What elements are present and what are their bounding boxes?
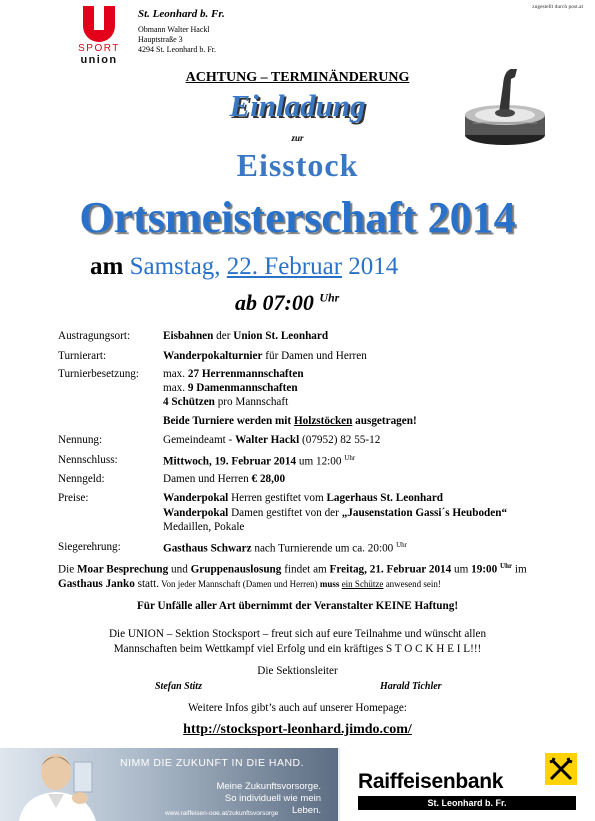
- moar-small-1: Von jeder Mannschaft (Damen und Herren): [159, 578, 320, 589]
- value-nennung: [163, 434, 380, 446]
- moar-text-1: Die: [58, 563, 77, 576]
- value-besetzung-2: [163, 382, 298, 394]
- banner-left-panel: [0, 748, 338, 821]
- logo-union-text: union: [80, 54, 118, 66]
- nennschluss-uhr: Uhr: [344, 454, 356, 462]
- union-wishes-line-1: Die UNION – Sektion Stocksport – freut sich auf eure Teilnahme und wünscht allen: [108, 628, 487, 640]
- person-photo-icon: [4, 748, 114, 821]
- raiffeisenbank-branch: St. Leonhard b. Fr.: [358, 796, 576, 810]
- value-preise-1: [163, 492, 443, 504]
- value-turnierart: [163, 350, 367, 362]
- event-time: [235, 290, 339, 316]
- moar-text-3: findet am: [281, 563, 330, 576]
- preise-1-bold: Wanderpokal: [163, 492, 229, 504]
- moar-uhr: Uhr: [500, 562, 513, 570]
- austragungsort-text: der: [213, 330, 234, 342]
- event-date: [90, 253, 398, 281]
- address-line-2: Hauptstraße 3: [138, 35, 183, 44]
- label-nennschluss: Nennschluss:: [58, 454, 118, 466]
- besetzung-4-holzstoecke: Holzstöcken: [293, 415, 353, 427]
- value-preise-2: [163, 507, 507, 519]
- raiffeisen-giebelkreuz-icon: [545, 753, 577, 785]
- preise-2-text: Damen gestiftet von der: [228, 507, 342, 519]
- moar-small-bold: muss: [319, 578, 340, 589]
- nennschluss-date: Mittwoch, 19. Februar 2014: [163, 455, 297, 468]
- label-nenngeld: Nenngeld:: [58, 473, 105, 485]
- address-line-3: 4294 St. Leonhard b. Fr.: [138, 45, 216, 54]
- banner-slogan: NIMM DIE ZUKUNFT IN DIE HAND.: [120, 757, 305, 769]
- label-turnierbesetzung: Turnierbesetzung:: [58, 368, 139, 380]
- moar-small-2: anwesend sein!: [383, 578, 441, 589]
- besetzung-4-bold-c: ausgetragen!: [352, 415, 417, 427]
- turnierart-text: für Damen und Herren: [262, 350, 367, 362]
- value-besetzung-4: [163, 415, 417, 427]
- moar-text-2: und: [168, 563, 191, 576]
- label-turnierart: Turnierart:: [58, 350, 107, 362]
- homepage-info: Weitere Infos gibt’s auch auf unserer Homepage:: [187, 702, 408, 714]
- austragungsort-bold2: Union St. Leonhard: [233, 330, 329, 342]
- eisstock-title: Eisstock: [236, 147, 359, 183]
- besetzung-3-text: pro Mannschaft: [214, 396, 289, 408]
- achtung-heading: ACHTUNG – TERMINÄNDERUNG: [185, 70, 410, 85]
- value-nenngeld: [163, 473, 285, 485]
- besetzung-1-bold: 27 Herrenmannschaften: [187, 368, 304, 380]
- moar-time: 19:00: [471, 563, 501, 576]
- moar-besprechung-note: [58, 559, 548, 591]
- moar-small-underline: ein Schütze: [341, 578, 384, 589]
- homepage-link[interactable]: http://stocksport-leonhard.jimdo.com/: [183, 722, 412, 737]
- raiffeisenbank-logo-panel: [338, 748, 595, 821]
- nennung-text-a: Gemeindeamt -: [163, 434, 236, 446]
- eisstock-icon: [455, 63, 555, 153]
- moar-text-5: im: [512, 563, 527, 576]
- date-year: 2014: [348, 253, 399, 280]
- value-austragungsort: [163, 330, 328, 342]
- siegerehrung-uhr: Uhr: [396, 541, 407, 549]
- zur-text: zur: [291, 133, 304, 143]
- meisterschaft-title: Ortsmeisterschaft 2014: [79, 193, 516, 242]
- moar-text-6: statt.: [134, 577, 160, 590]
- besetzung-3-bold: 4 Schützen: [163, 396, 215, 408]
- moar-bold-2: Gruppenauslosung: [190, 563, 282, 576]
- union-u-icon: [66, 4, 132, 44]
- nennung-phone: (07952) 82 55-12: [299, 434, 381, 446]
- nennung-name: Walter Hackl: [235, 434, 300, 446]
- raiffeisenbank-name: Raiffeisenbank: [358, 770, 504, 793]
- label-austragungsort: Austragungsort:: [58, 330, 131, 342]
- value-nennschluss: [163, 454, 355, 468]
- siegerehrung-text: nach Turnierende um ca. 20:00: [251, 542, 397, 555]
- label-nennung: Nennung:: [58, 434, 103, 446]
- value-siegerehrung: [163, 541, 407, 555]
- value-besetzung-1: [163, 368, 304, 380]
- austragungsort-bold1: Eisbahnen: [163, 330, 214, 342]
- date-samstag: Samstag,: [129, 253, 221, 280]
- post-note: zugestellt durch post.at: [532, 4, 583, 10]
- signature-tichler: Harald Tichler: [380, 681, 442, 692]
- besetzung-2-text: max.: [163, 382, 188, 394]
- value-besetzung-3: [163, 396, 288, 408]
- haftung-notice: Für Unfälle aller Art übernimmt der Veranstalter KEINE Haftung!: [136, 600, 459, 612]
- signature-stitz: Stefan Stitz: [155, 681, 202, 692]
- logo-sport-text: SPORT: [78, 43, 120, 54]
- nennschluss-time: um 12:00: [296, 455, 345, 468]
- date-am: am: [90, 253, 124, 280]
- sektionsleiter-label: Die Sektionsleiter: [257, 665, 338, 677]
- besetzung-2-bold: 9 Damenmannschaften: [187, 382, 298, 394]
- label-siegerehrung: Siegerehrung:: [58, 541, 121, 553]
- preise-1-text: Herren gestiftet vom: [228, 492, 327, 504]
- sport-union-logo: [66, 4, 132, 66]
- union-wishes-line-2: Mannschaften beim Wettkampf viel Erfolg und ein kräftiges S T O C K H E I L!!!: [113, 643, 482, 655]
- raiffeisen-banner: [0, 748, 595, 821]
- siegerehrung-place: Gasthaus Schwarz: [163, 542, 252, 555]
- einladung-title: Einladung: [229, 88, 366, 123]
- time-ab: ab 07:00: [235, 290, 314, 315]
- label-preise: Preise:: [58, 492, 89, 504]
- date-day: 22. Februar: [226, 253, 343, 280]
- moar-bold-1: Moar Besprechung: [76, 563, 169, 576]
- nenngeld-amount: € 28,00: [251, 473, 286, 485]
- banner-web: www.raiffeisen-ooe.at/zukunftsvorsorge: [165, 810, 279, 817]
- preise-2-sponsor: „Jausenstation Gassi´s Heuboden“: [341, 507, 508, 519]
- moar-date: Freitag, 21. Februar 2014: [329, 563, 452, 576]
- banner-claim-2: So individuell wie mein Leben.: [224, 793, 321, 816]
- besetzung-4-bold-a: Beide Turniere werden mit: [163, 415, 294, 427]
- moar-venue: Gasthaus Janko: [58, 577, 135, 590]
- club-name: St. Leonhard b. Fr.: [138, 8, 225, 20]
- moar-text-4: um: [451, 563, 472, 576]
- value-preise-3: Medaillen, Pokale: [163, 521, 245, 533]
- preise-2-bold: Wanderpokal: [163, 507, 229, 519]
- banner-claim-1: Meine Zukunftsvorsorge.: [216, 781, 321, 792]
- nenngeld-text: Damen und Herren: [163, 473, 252, 485]
- besetzung-1-text: max.: [163, 368, 188, 380]
- preise-1-sponsor: Lagerhaus St. Leonhard: [326, 492, 444, 504]
- time-uhr: Uhr: [319, 290, 340, 305]
- address-line-1: Obmann Walter Hackl: [138, 25, 210, 34]
- turnierart-bold: Wanderpokalturnier: [163, 350, 263, 362]
